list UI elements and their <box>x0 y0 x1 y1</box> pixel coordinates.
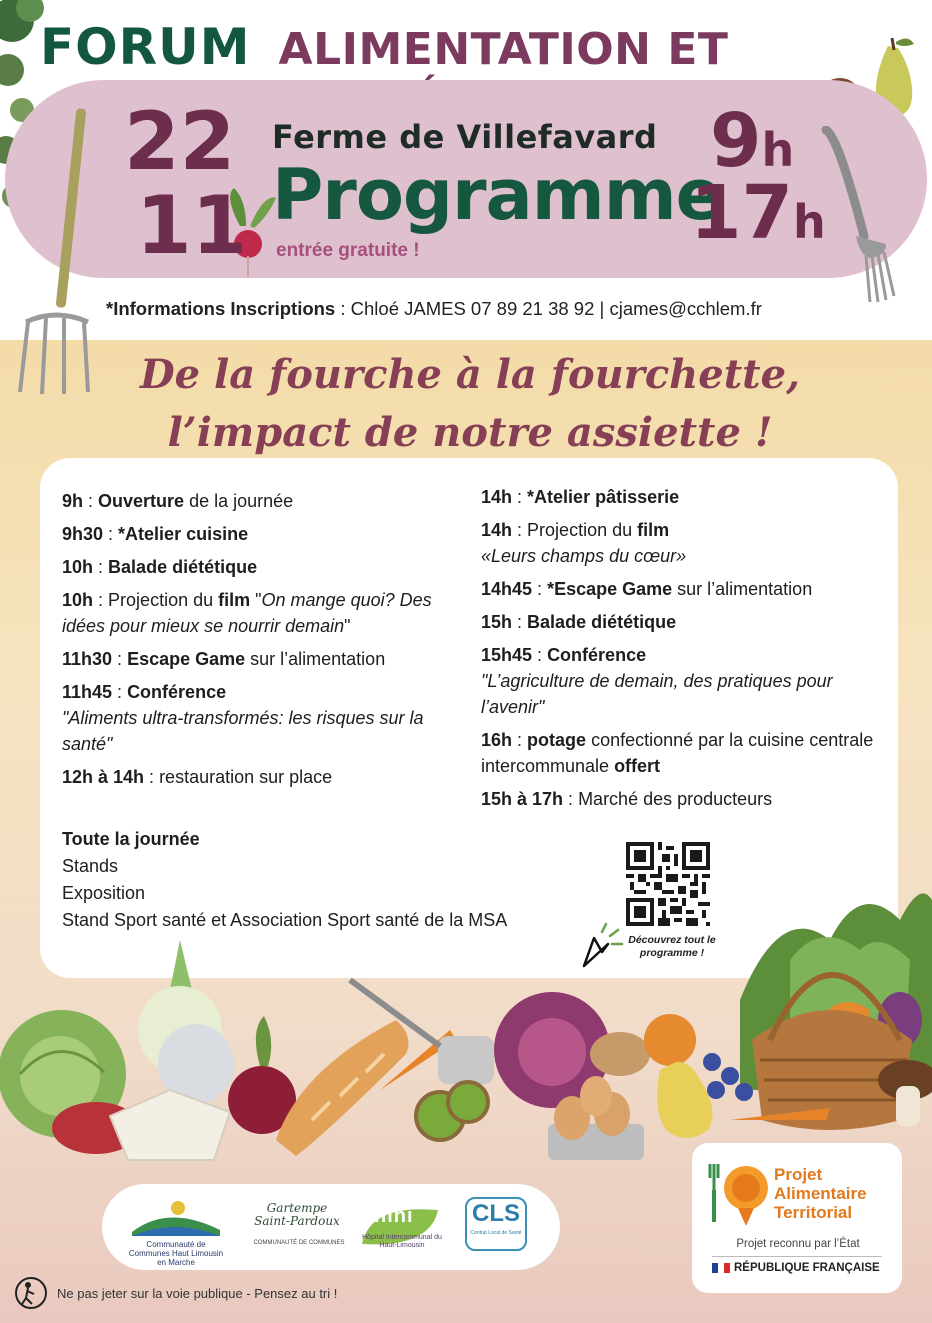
entry-title: Conférence <box>547 645 647 665</box>
schedule-entry <box>481 576 901 602</box>
schedule-entry <box>62 587 472 639</box>
food-illustration <box>0 840 932 1180</box>
entry-time: 14h <box>481 487 513 507</box>
entry-time: 15h à 17h <box>481 789 564 809</box>
schedule-afternoon <box>481 484 901 819</box>
slogan <box>120 346 820 462</box>
entry-title: film <box>218 590 251 610</box>
entry-film-title: On mange quoi? Des idées pour mieux se nourrir demain <box>62 590 432 636</box>
free-entry-label: entrée gratuite ! <box>276 240 420 261</box>
entry-sep: : <box>532 645 548 665</box>
entry-rest: " <box>250 590 262 610</box>
start-hour: 9 <box>710 98 762 184</box>
entry-title: *Atelier pâtisserie <box>527 487 680 507</box>
entry-title: potage <box>527 730 587 750</box>
entry-sep: : <box>144 767 160 787</box>
nini-logo-text: nini <box>374 1205 414 1227</box>
end-hour: 17 <box>690 170 793 256</box>
entry-title: Balade diététique <box>108 557 258 577</box>
schedule-entry <box>62 521 472 547</box>
pat-subtitle: Projet reconnu par l’État <box>736 1238 860 1250</box>
all-day-item: Stands <box>62 856 119 876</box>
entry-sep: : <box>512 487 528 507</box>
cc-logo-subtext: COMMUNAUTÉ DE COMMUNES <box>253 1240 345 1246</box>
entry-note: «Leurs champs du cœur» <box>481 546 687 566</box>
slogan-line-1: De la fourche à la fourchette, <box>139 351 801 398</box>
info-contact[interactable]: Chloé JAMES 07 89 21 38 92 | cjames@cchlem.fr <box>350 298 762 319</box>
end-time <box>690 170 826 256</box>
entry-time: 14h <box>481 520 513 540</box>
qr-caption: Découvrez tout le programme ! <box>628 934 716 959</box>
schedule-entry <box>481 609 901 635</box>
cls-logo-text: CLS <box>472 1200 520 1227</box>
all-day-item: Stand Sport santé et Association Sport santé de la MSA <box>62 910 508 930</box>
date-month: 11 <box>136 179 248 272</box>
schedule-entry <box>481 786 901 812</box>
pat-title-line: Territorial <box>774 1203 853 1222</box>
cc-logo-text: Gartempe Saint-Pardoux <box>254 1201 340 1228</box>
entry-sep: : <box>512 520 528 540</box>
cls-logo-subtext: Contrat Local de Santé <box>470 1230 522 1236</box>
end-unit: h <box>792 195 826 249</box>
schedule-entry <box>62 646 472 672</box>
poster-title <box>40 18 900 78</box>
schedule-entry <box>62 764 472 790</box>
republic-label <box>712 1262 888 1274</box>
entry-time: 9h30 <box>62 524 104 544</box>
hlm-logo-icon <box>128 1198 224 1240</box>
schedule-entry <box>481 727 901 779</box>
entry-sep: : <box>83 491 99 511</box>
start-unit: h <box>761 123 795 177</box>
entry-sep: : <box>93 590 109 610</box>
all-day-item: Exposition <box>62 883 146 903</box>
entry-rest: restauration sur place <box>159 767 333 787</box>
entry-pre: Projection du <box>108 590 219 610</box>
entry-sep: : <box>112 682 128 702</box>
info-separator: : <box>335 298 351 319</box>
entry-time: 14h45 <box>481 579 533 599</box>
start-time <box>710 98 795 184</box>
info-label: *Informations Inscriptions <box>106 298 336 319</box>
entry-pre: Projection du <box>527 520 638 540</box>
pat-logo-icon <box>708 1160 772 1230</box>
venue-name: Ferme de Villefavard <box>272 118 658 156</box>
entry-after: " <box>344 616 351 636</box>
entry-sep: : <box>93 557 109 577</box>
entry-rest: sur l’alimentation <box>245 649 386 669</box>
entry-sep: : <box>103 524 119 544</box>
entry-rest: sur l’alimentation <box>672 579 813 599</box>
entry-rest: de la journée <box>184 491 294 511</box>
footer-note: Ne pas jeter sur la voie publique - Pensez au tri ! <box>57 1286 338 1301</box>
entry-offered: offert <box>614 756 661 776</box>
pat-title-line: Projet <box>774 1165 823 1184</box>
entry-sep: : <box>532 579 548 599</box>
nini-logo-subtext: Hôpital Intercommunal du Haut-Limousin <box>362 1234 442 1249</box>
date-day: 22 <box>124 95 236 188</box>
schedule-entry <box>481 642 901 720</box>
registration-info <box>106 298 866 320</box>
entry-title: Escape Game <box>127 649 246 669</box>
schedule-entry <box>62 554 472 580</box>
slogan-line-2: l’impact de notre assiette ! <box>167 409 773 456</box>
entry-rest: Marché des producteurs <box>578 789 773 809</box>
republic-text: RÉPUBLIQUE FRANÇAISE <box>734 1262 880 1274</box>
entry-note: "L’agriculture de demain, des pratiques pour l’avenir" <box>481 671 833 717</box>
entry-time: 9h <box>62 491 84 511</box>
pat-divider <box>712 1256 882 1257</box>
entry-title: Balade diététique <box>527 612 677 632</box>
entry-sep: : <box>112 649 128 669</box>
entry-title: Ouverture <box>98 491 185 511</box>
entry-note: "Aliments ultra-transformés: les risques sur la santé" <box>62 708 424 754</box>
entry-rest: confectionné par la cuisine centrale intercommunale <box>481 730 874 776</box>
entry-sep: : <box>512 612 528 632</box>
entry-title: Conférence <box>127 682 227 702</box>
entry-title: film <box>637 520 670 540</box>
french-flag-icon <box>712 1263 730 1273</box>
schedule-morning <box>62 488 472 797</box>
pat-title <box>774 1165 867 1222</box>
entry-time: 15h45 <box>481 645 533 665</box>
schedule-entry <box>62 488 472 514</box>
recycle-person-icon <box>14 1276 48 1310</box>
schedule-entry <box>481 517 901 569</box>
fork-icon <box>816 126 898 304</box>
entry-time: 10h <box>62 557 94 577</box>
entry-time: 15h <box>481 612 513 632</box>
title-forum: FORUM <box>40 18 251 76</box>
entry-title: *Atelier cuisine <box>118 524 249 544</box>
entry-time: 11h30 <box>62 649 113 669</box>
entry-title: *Escape Game <box>547 579 673 599</box>
schedule-entry <box>481 484 901 510</box>
entry-sep: : <box>563 789 579 809</box>
entry-time: 10h <box>62 590 94 610</box>
entry-time: 11h45 <box>62 682 113 702</box>
entry-sep: : <box>512 730 528 750</box>
pitchfork-icon <box>6 108 98 398</box>
schedule-entry <box>62 679 472 757</box>
all-day-heading: Toute la journée <box>62 829 200 849</box>
entry-time: 16h <box>481 730 513 750</box>
programme-heading: Programme <box>272 154 723 236</box>
title-subject: ALIMENTATION ET <box>278 24 729 75</box>
entry-time: 12h à 14h <box>62 767 145 787</box>
hlm-logo-text: Communauté de Communes Haut Limousin en Marche <box>128 1240 224 1267</box>
pat-title-line: Alimentaire <box>774 1184 867 1203</box>
